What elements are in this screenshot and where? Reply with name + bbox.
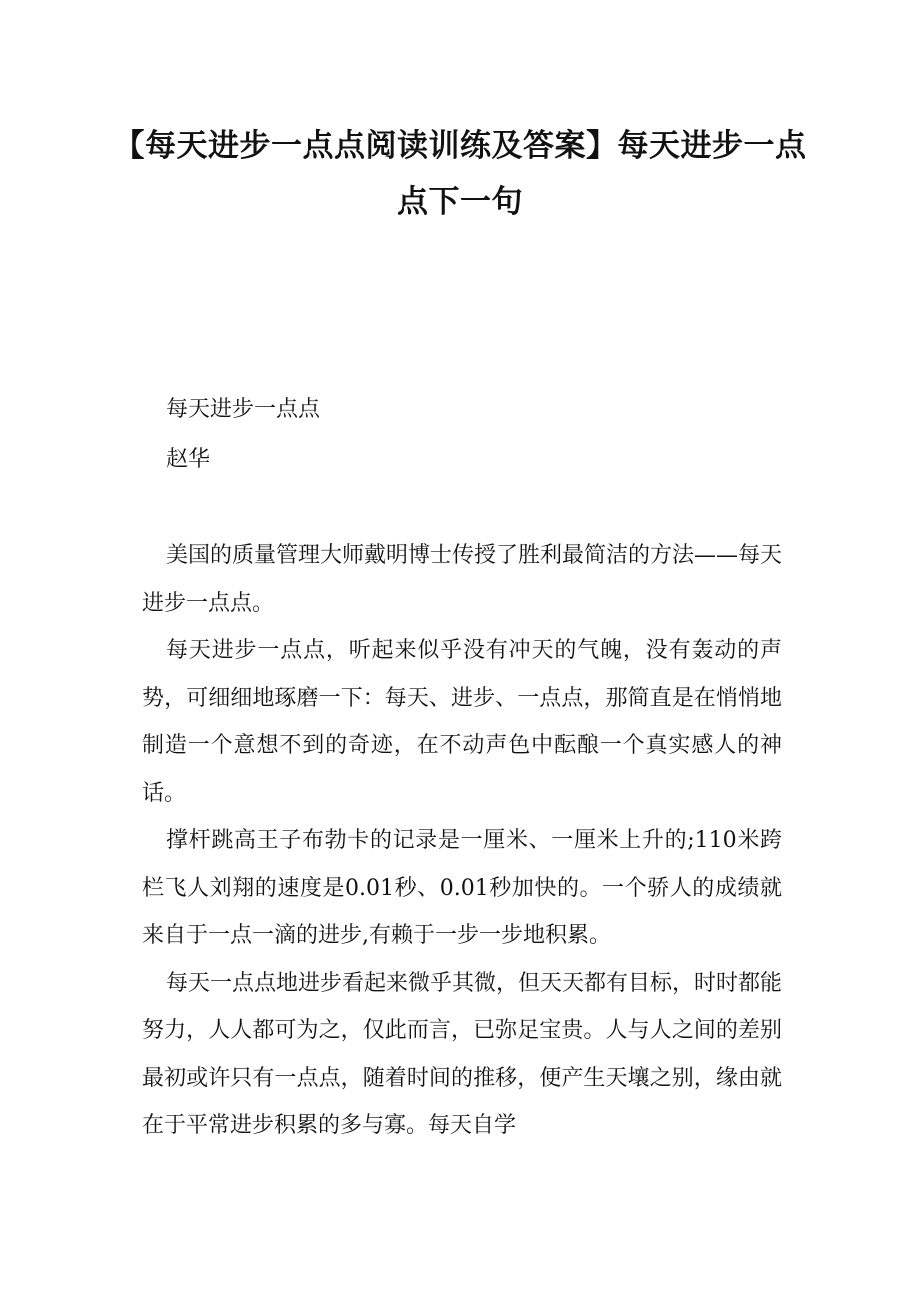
article-author: 赵华 (166, 447, 211, 472)
paragraph: 撑杆跳高王子布勃卡的记录是一厘米、一厘米上升的;110米跨栏飞人刘翔的速度是0.01秒、0.01秒加快的。一个骄人的成绩就来自于一点一滴的进步,有赖于一步一步地积累。 (142, 828, 782, 948)
paragraph: 每天一点点地进步看起来微乎其微，但天天都有目标，时时都能努力，人人都可为之，仅此而言，已弥足宝贵。人与人之间的差别最初或许只有一点点，随着时间的推移，便产生天壤之别，缘由就在于平常进步积累的多与寡。每天自学 (142, 970, 783, 1138)
document-title: 【每天进步一点点阅读训练及答案】每天进步一点点下一句 (113, 128, 807, 220)
article-body (142, 532, 782, 1150)
paragraph: 每天进步一点点，听起来似乎没有冲天的气魄，没有轰动的声势，可细细地琢磨一下：每天、进步、一点点，那简直是在悄悄地制造一个意想不到的奇迹，在不动声色中酝酿一个真实感人的神话。 (142, 638, 782, 806)
paragraph: 美国的质量管理大师戴明博士传授了胜利最简洁的方法——每天进步一点点。 (142, 543, 783, 616)
article-heading: 每天进步一点点 (166, 397, 321, 422)
